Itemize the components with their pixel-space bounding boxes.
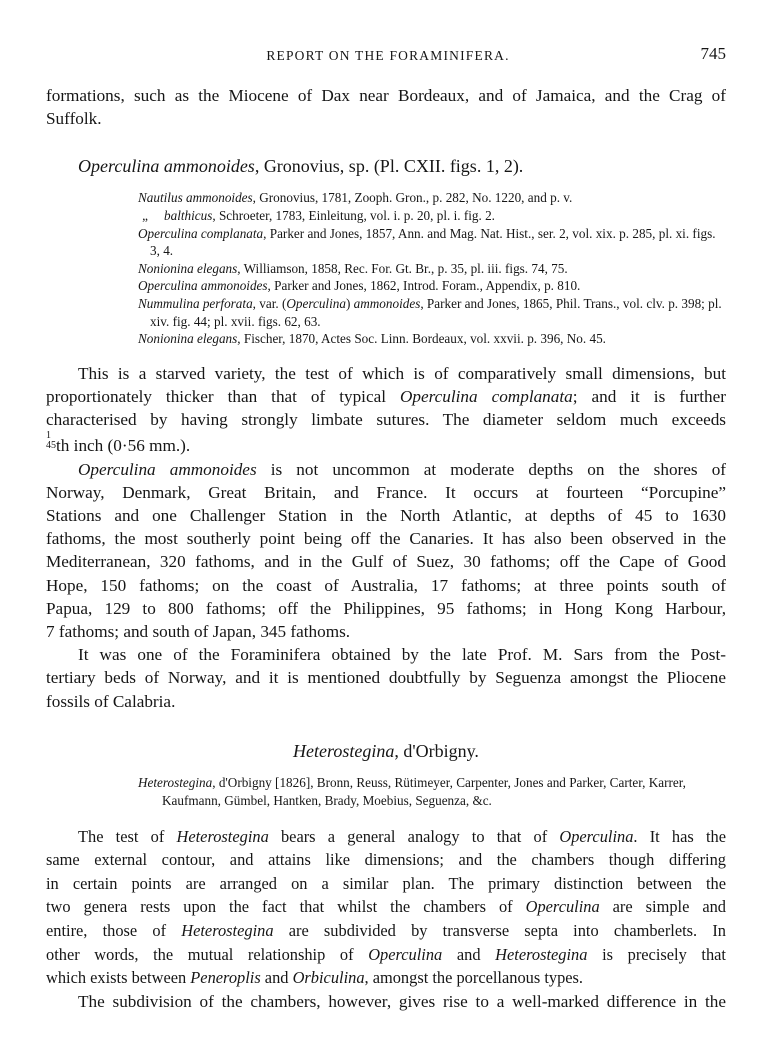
synonymy-list	[46, 189, 726, 347]
species-heading-authority: , Gronovius, sp. (Pl. CXII. figs. 1, 2).	[254, 156, 524, 177]
text-line: entire, those of Heterostegina are subdivided by transverse septa into chamberlets. In	[46, 920, 726, 940]
synonym-entry: Nummulina perforata, var. (Operculina) ammonoides, Parker and Jones, 1865, Phil. Trans., vol. clv. p. 398; pl. xiv. fig. 44; pl. xvii. figs. 62, 63.	[138, 295, 722, 329]
text-line: proportionately thicker than that of typical Operculina complanata; and it is further	[46, 386, 726, 406]
species-distribution-paragraph	[46, 458, 726, 644]
ditto-mark: „	[142, 208, 148, 223]
text-line: tertiary beds of Norway, and it is mentioned doubtfully by Seguenza amongst the Pliocene	[46, 668, 726, 688]
text-line: Papua, 129 to 800 fathoms; off the Philippines, 95 fathoms; in Hong Kong Harbour,	[46, 598, 726, 618]
text-line: which exists between Peneroplis and Orbiculina, amongst the porcellanous types.	[46, 968, 584, 988]
page-body	[46, 84, 726, 1013]
page-header	[0, 44, 776, 68]
genus-description-paragraph	[46, 825, 726, 990]
text-line: two genera rests upon the fact that whilst the chambers of Operculina are simple and	[46, 897, 726, 917]
synonym-entry: „ balthicus, Schroeter, 1783, Einleitung, vol. i. p. 20, pl. i. fig. 2.	[138, 207, 726, 225]
synonym-entry: Operculina ammonoides, Parker and Jones, 1862, Introd. Foram., Appendix, p. 810.	[138, 278, 581, 294]
species-fossil-paragraph	[46, 643, 726, 713]
text-line: other words, the mutual relationship of Operculina and Heterostegina is precisely that	[46, 944, 726, 964]
synonym-entry: Nonionina elegans, Williamson, 1858, Rec. For. Gt. Br., p. 35, pl. iii. figs. 74, 75.	[138, 260, 568, 276]
intro-paragraph	[46, 84, 726, 130]
species-heading-name: Operculina ammonoides	[78, 156, 255, 177]
text-line: characterised by having strongly limbate sutures. The diameter seldom much exceeds	[46, 410, 726, 430]
genus-synonymy	[46, 774, 726, 811]
genus-heading-name: Heterostegina	[293, 740, 395, 761]
text-line: The subdivision of the chambers, however, gives rise to a well-marked difference in the	[78, 991, 726, 1011]
text-line: fathoms, the most southerly point being off the Canaries. It has also been observed in the	[46, 529, 726, 549]
synonym-entry: Operculina complanata, Parker and Jones, 1857, Ann. and Mag. Nat. Hist., ser. 2, vol. xix. p. 285, pl. xi. figs. 3, 4.	[138, 225, 716, 259]
synonym-entry: Nautilus ammonoides, Gronovius, 1781, Zooph. Gron., p. 282, No. 1220, and p. v.	[138, 190, 573, 206]
species-description-paragraph	[46, 362, 726, 458]
fraction: 1 45	[46, 430, 56, 452]
genus-heading-authority: , d'Orbigny.	[394, 740, 479, 761]
running-title: REPORT ON THE FORAMINIFERA.	[266, 48, 510, 63]
text-line: Hope, 150 fathoms; on the coast of Australia, 17 fathoms; at three points south of	[46, 575, 726, 595]
species-heading	[78, 156, 726, 177]
text-line: Operculina ammonoides is not uncommon at moderate depths on the shores of	[78, 459, 727, 479]
text-line: Stations and one Challenger Station in the North Atlantic, at depths of 45 to 1630	[46, 505, 726, 525]
text-line: 1 45th inch (0·56 mm.).	[46, 430, 191, 456]
text-line: Suffolk.	[46, 109, 102, 129]
text-line: The test of Heterostegina bears a general analogy to that of Operculina. It has the	[78, 826, 726, 846]
synonym-entry: Nonionina elegans, Fischer, 1870, Actes Soc. Linn. Bordeaux, vol. xxvii. p. 396, No. 45.	[138, 331, 606, 347]
synonym-entry: Heterostegina, d'Orbigny [1826], Bronn, Reuss, Rütimeyer, Carpenter, Jones and Parker, Carter, Karrer, Kaufmann, Gümbel, Hantken, Brady, Moebius, Seguenza, &c.	[138, 774, 686, 809]
text-line: Norway, Denmark, Great Britain, and France. It occurs at fourteen “Porcupine”	[46, 482, 726, 502]
text-line: formations, such as the Miocene of Dax near Bordeaux, and of Jamaica, and the Crag of	[46, 86, 726, 105]
text-line: It was one of the Foraminifera obtained by the late Prof. M. Sars from the Post-	[78, 645, 726, 665]
text-line: fossils of Calabria.	[46, 691, 176, 711]
text-line: 7 fathoms; and south of Japan, 345 fathoms.	[46, 621, 351, 641]
genus-heading	[46, 741, 726, 762]
page-number: 745	[700, 44, 726, 63]
text-line: This is a starved variety, the test of which is of comparatively small dimensions, but	[78, 363, 726, 383]
genus-subdivision-paragraph	[46, 990, 726, 1013]
text-line: Mediterranean, 320 fathoms, and in the Gulf of Suez, 30 fathoms; off the Cape of Good	[46, 552, 726, 572]
text-line: same external contour, and attains like dimensions; and the chambers though differing	[46, 850, 726, 870]
text-line: in certain points are arranged on a similar plan. The primary distinction between the	[46, 873, 726, 893]
